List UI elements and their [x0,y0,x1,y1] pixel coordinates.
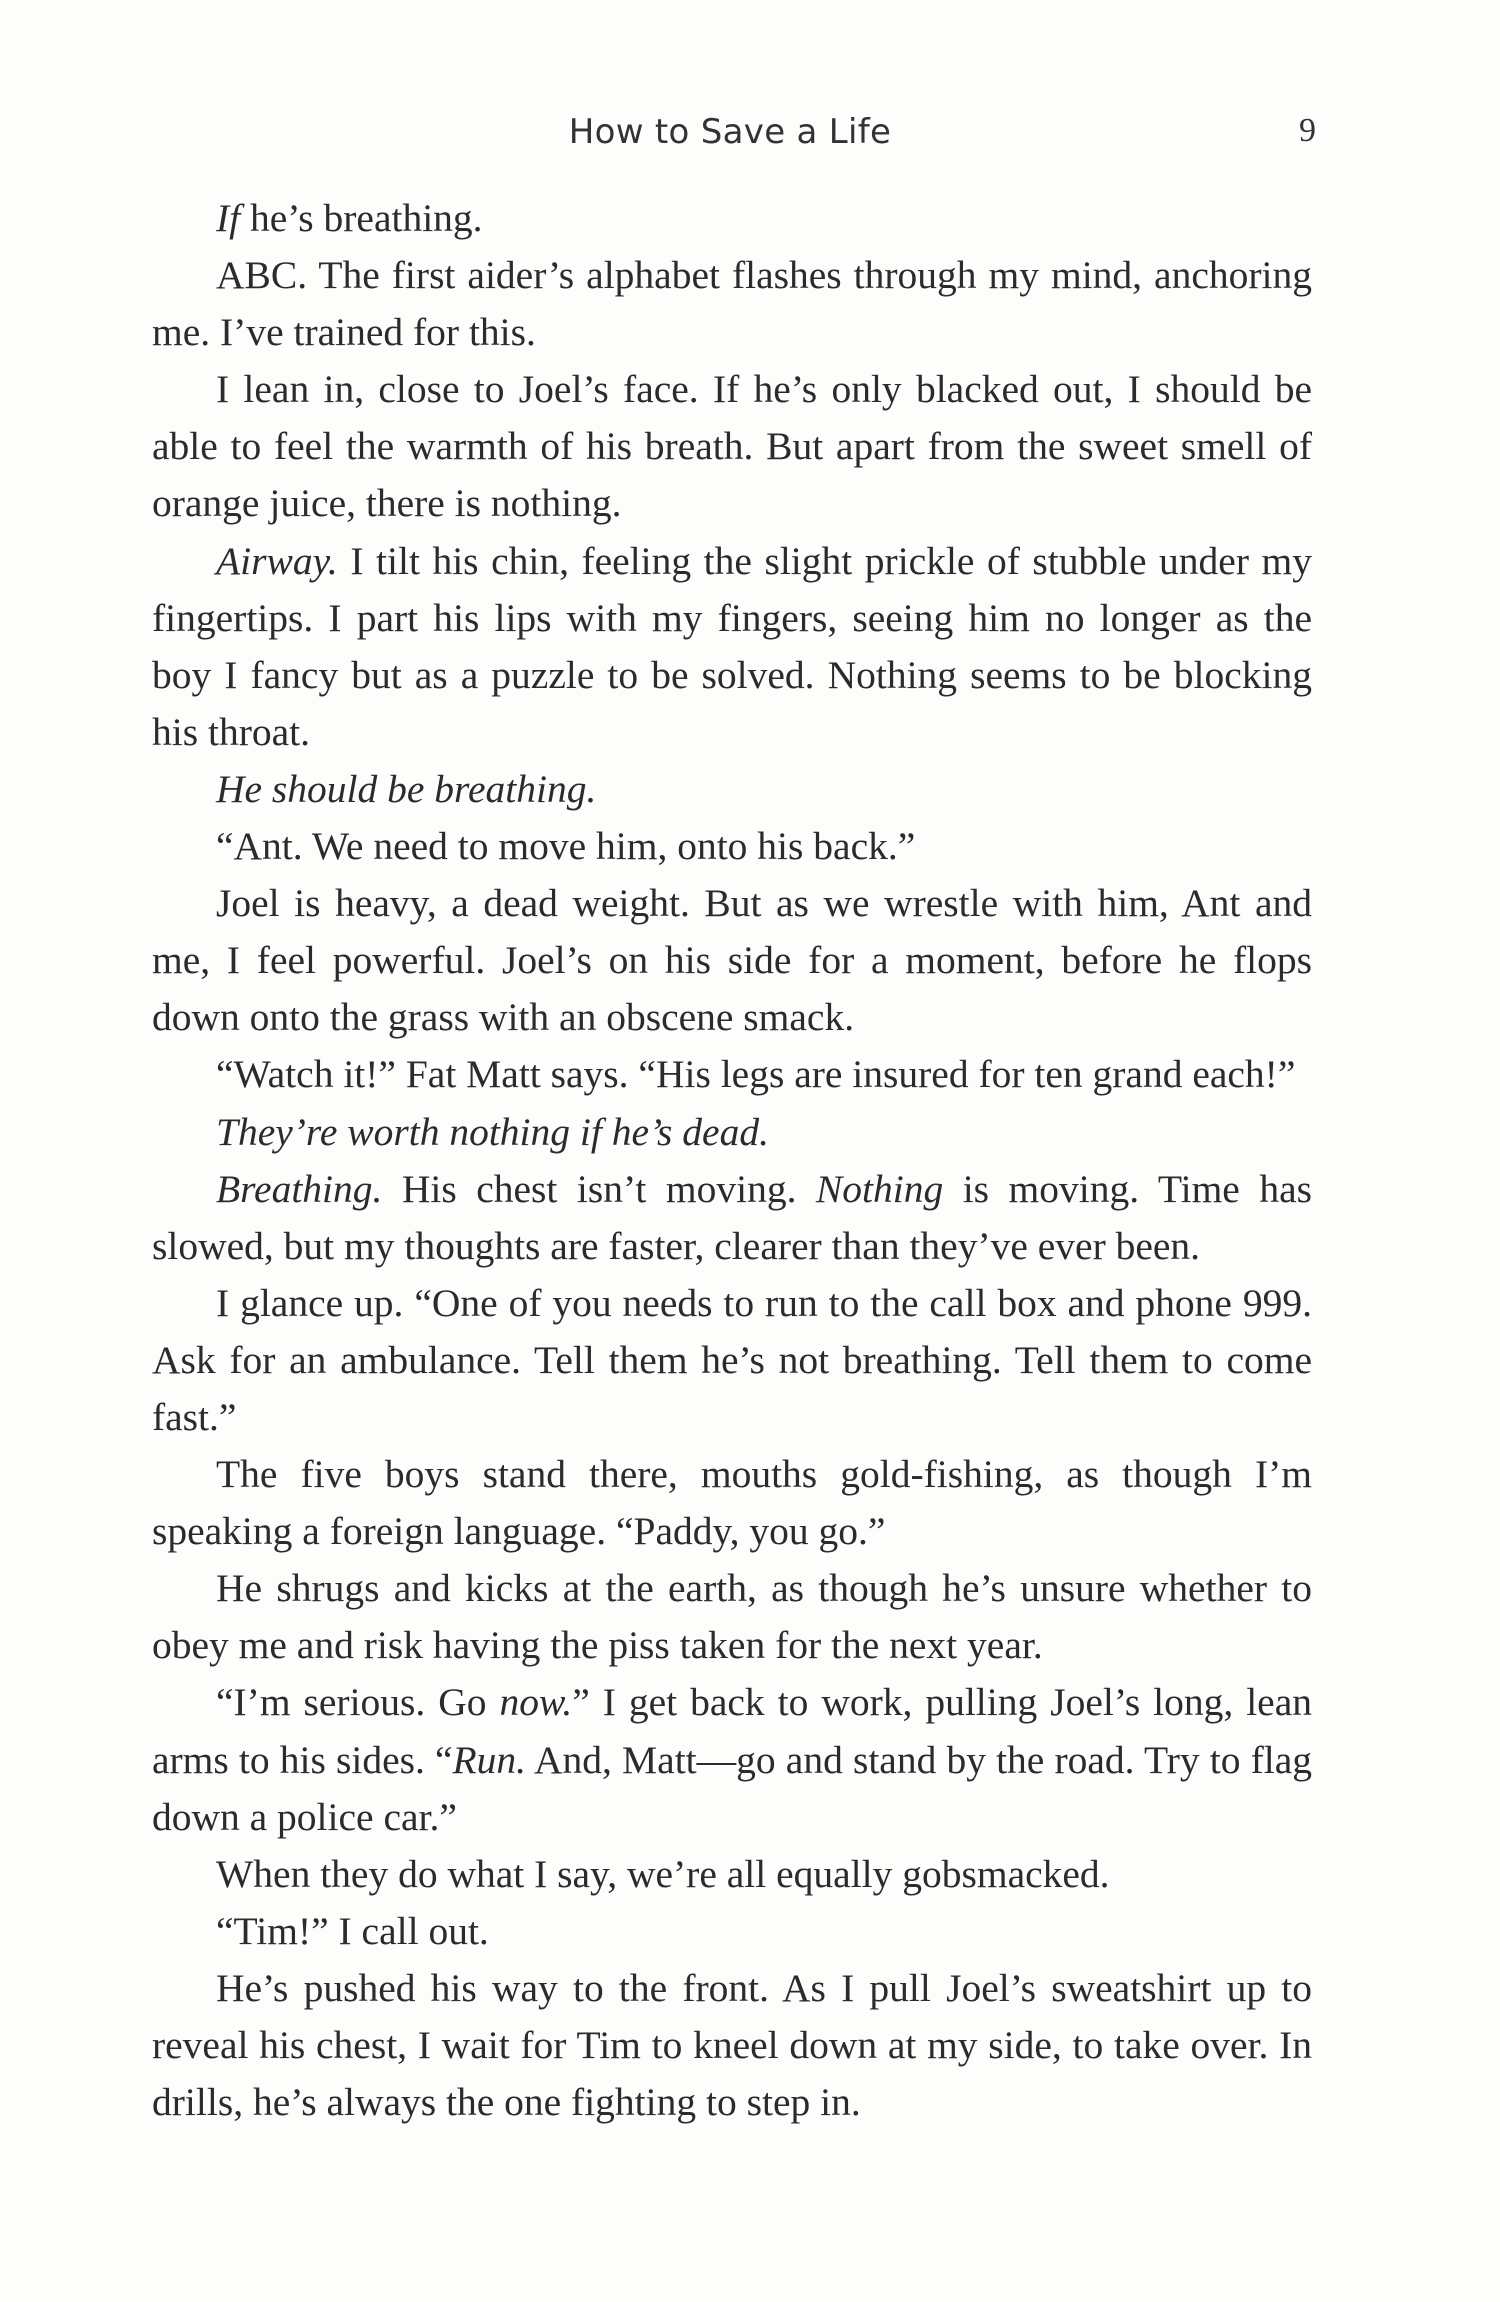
text-span: His chest isn’t moving. [382,1166,816,1211]
paragraph [152,190,1312,247]
text-span: “I’m serious. Go [216,1680,500,1725]
paragraph: He’s pushed his way to the front. As I pull Joel’s sweatshirt up to reveal his chest, I wait for Tim to kneel down at my side, to take over. In drills, he’s always the one fighting to step in. [152,1965,1312,2125]
text-span: Nothing [815,1166,944,1211]
paragraph [152,1674,1312,1845]
paragraph: “Ant. We need to move him, onto his back.” [216,824,916,869]
paragraph: I glance up. “One of you needs to run to the call box and phone 999. Ask for an ambulance. Tell them he’s not breathing. Tell them to come fast.” [152,1280,1312,1439]
text-span: I tilt his chin, feeling the slight prickle of stubble under my fingertips. I part his lips with my fingers, seeing him no longer as the boy I fancy but as a puzzle to be solved. Nothing seems to be blocking his throat. [152,538,1312,754]
body-text [152,190,1312,2131]
text-span: Airway. [216,538,338,583]
paragraph [152,1104,1312,1161]
text-span: ” I get back to work, pulling Joel’s long, lean arms to his sides. “ [152,1680,1312,1782]
text-span: They’re worth nothing if he’s dead. [216,1109,769,1154]
text-span: He should be breathing. [216,766,597,811]
page-number: 9 [1299,112,1316,149]
paragraph: ABC. The first aider’s alphabet flashes through my mind, anchoring me. I’ve trained for this. [152,253,1312,355]
paragraph: When they do what I say, we’re all equally gobsmacked. [216,1851,1110,1896]
text-span: Run. [452,1737,527,1782]
paragraph: I lean in, close to Joel’s face. If he’s only blacked out, I should be able to feel the warmth of his breath. But apart from the sweet smell of orange juice, there is nothing. [152,367,1312,526]
paragraph: He shrugs and kicks at the earth, as though he’s unsure whether to obey me and risk having the piss taken for the next year. [152,1566,1312,1668]
running-title: How to Save a Life [568,112,892,152]
paragraph: “Tim!” I call out. [216,1908,489,1953]
paragraph: Joel is heavy, a dead weight. But as we wrestle with him, Ant and me, I feel powerful. Joel’s on his side for a moment, before he flops down onto the grass with an obscene smack. [152,881,1312,1040]
text-span: And, Matt—go and stand by the road. Try to flag down a police car.” [152,1737,1312,1839]
paragraph: “Watch it!” Fat Matt says. “His legs are insured for ten grand each!” [216,1052,1296,1097]
text-span: he’s breathing. [240,196,483,240]
text-span: Breathing. [216,1166,383,1211]
running-head [150,112,1316,162]
paragraph: The five boys stand there, mouths gold-fishing, as though I’m speaking a foreign language. “Paddy, you go.” [152,1452,1312,1554]
text-span: is moving. Time has slowed, but my thoughts are faster, clearer than they’ve ever been. [152,1166,1312,1268]
paragraph [152,533,1312,761]
text-span: now. [499,1680,573,1725]
text-span: If [216,196,241,240]
paragraph [152,1161,1312,1275]
paragraph [152,761,1312,818]
